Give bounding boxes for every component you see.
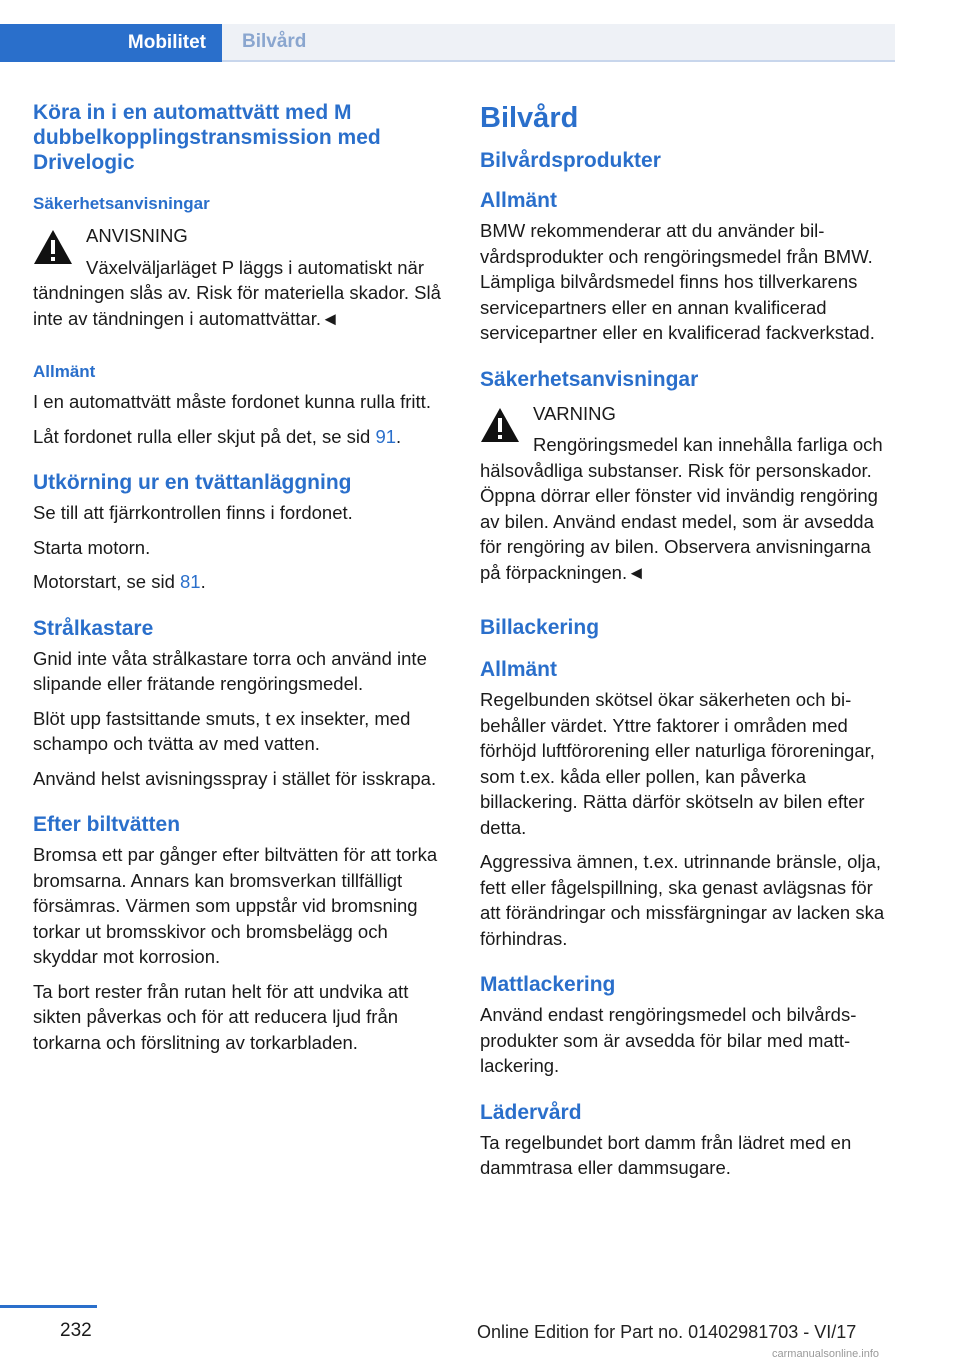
notice-title: ANVISNING — [86, 225, 188, 246]
left-column — [33, 100, 445, 1064]
exit-paragraph-1: Se till att fjärrkontrollen finns i fordonet. — [33, 502, 353, 523]
tab-bilvard[interactable]: Bilvård — [222, 24, 895, 62]
section-heading-automattvatt: Köra in i en automattvätt med M dubbelkopplingstransmission med Drivelogic — [33, 101, 381, 174]
safety-heading-right: Säkerhetsanvisningar — [480, 367, 699, 391]
general-paragraph-2: Låt fordonet rulla eller skjut på det, se sid 91. — [33, 425, 402, 447]
after-wash-heading: Efter biltvätten — [33, 813, 181, 836]
header-tabs — [0, 24, 895, 62]
tab-mobilitet[interactable]: Mobilitet — [0, 24, 222, 62]
after-wash-paragraph-1: Bromsa ett par gånger efter biltvätten för att torka bromsarna. Annars kan bromsverkan tillfälligt försämras. Värmen som uppstår vid bromsning torkar ut bromsskivor och bromsbelägg och skyddar mot korrosion. — [33, 844, 438, 967]
paint-paragraph-2: Aggressiva ämnen, t.ex. utrinnande bränsle, olja, fett eller fågelspillning, ska genast avlägsnas för att förändringar och missfärgningar av lacken ska förhindras. — [480, 851, 885, 949]
notice-text: Växelväljarläget P läggs i automatiskt när tändningen slås av. Risk för materiella skador. Slå inte av tändningen i automattvättar.◄ — [33, 256, 441, 329]
headlights-paragraph-1: Gnid inte våta strålkastare torra och använd inte slipande eller frätande rengöringsmedel. — [33, 647, 427, 694]
paint-paragraph-1: Regelbunden skötsel ökar säkerheten och bibehåller värdet. Yttre faktorer i områden med förhöjd luftförorening eller naturliga föroreningar, som t.ex. kåda eller pollen, kan påverka billackering. Rätta därför skötseln av bilen efter detta. — [480, 689, 875, 838]
paint-heading: Billackering — [480, 616, 600, 639]
page-number: 232 — [60, 1320, 92, 1341]
edition-text: Online Edition for Part no. 01402981703 - VI/17 — [477, 1322, 857, 1342]
headlights-paragraph-2: Blöt upp fastsittande smuts, t ex insekter, med schampo och tvätta av med vatten. — [33, 707, 411, 754]
safety-heading: Säkerhetsanvisningar — [33, 194, 210, 213]
warning-triangle-icon — [480, 407, 520, 443]
exit-paragraph-2: Starta motorn. — [33, 536, 151, 558]
matt-paragraph: Använd endast rengöringsmedel och bilvårdsprodukter som är avsedda för bilar med mattlackering. — [480, 1004, 857, 1076]
watermark: carmanualsonline.info — [772, 1348, 880, 1360]
paint-general-heading: Allmänt — [480, 658, 558, 681]
leather-heading: Lädervård — [480, 1100, 582, 1124]
headlights-heading: Strålkastare — [33, 616, 154, 640]
warning-triangle-icon — [33, 229, 73, 265]
footer-accent-line — [0, 1305, 97, 1308]
general-heading: Allmänt — [33, 362, 96, 381]
page-title: Bilvård — [480, 102, 579, 134]
leather-paragraph: Ta regelbundet bort damm från lädret med en dammtrasa eller dammsugare. — [480, 1131, 852, 1178]
page-link-91[interactable]: 91 — [375, 425, 397, 447]
warning-title: VARNING — [533, 402, 616, 424]
after-wash-paragraph-2: Ta bort rester från rutan helt för att undvika att sikten påverkas och för att reducera ljud från torkarna och förslitning av torkarbladen. — [33, 980, 409, 1053]
warning-box — [480, 401, 892, 586]
warning-text: Rengöringsmedel kan innehålla farliga och hälsovådliga substanser. Risk för personskador. Öppna dörrar eller fönster vid invändig rengöring av bilen. Använd endast medel, som är avsedda för rengöring av bilen. Observera anvisningarna på förpackningen.◄ — [480, 434, 883, 583]
page-link-81[interactable]: 81 — [180, 571, 201, 592]
general-heading-right: Allmänt — [480, 189, 558, 212]
notice-box — [33, 223, 445, 331]
matt-heading: Mattlackering — [480, 973, 616, 996]
general-paragraph-1: I en automattvätt måste fordonet kunna rulla fritt. — [33, 391, 431, 412]
products-heading: Bilvårdsprodukter — [480, 149, 661, 172]
right-column — [480, 100, 892, 1190]
exit-heading: Utkörning ur en tvättanläggning — [33, 471, 352, 494]
headlights-paragraph-3: Använd helst avisningsspray i stället för isskrapa. — [33, 767, 437, 789]
exit-paragraph-3: Motorstart, se sid 81. — [33, 571, 206, 592]
general-paragraph-right: BMW rekommenderar att du använder bilvårdsprodukter och rengöringsmedel från BMW. Lämpliga bilvårdsmedel finns hos tillverkarens servicepartners eller en annan kvalificerad servicepartner eller en kvalificerad fackverkstad. — [480, 220, 875, 343]
